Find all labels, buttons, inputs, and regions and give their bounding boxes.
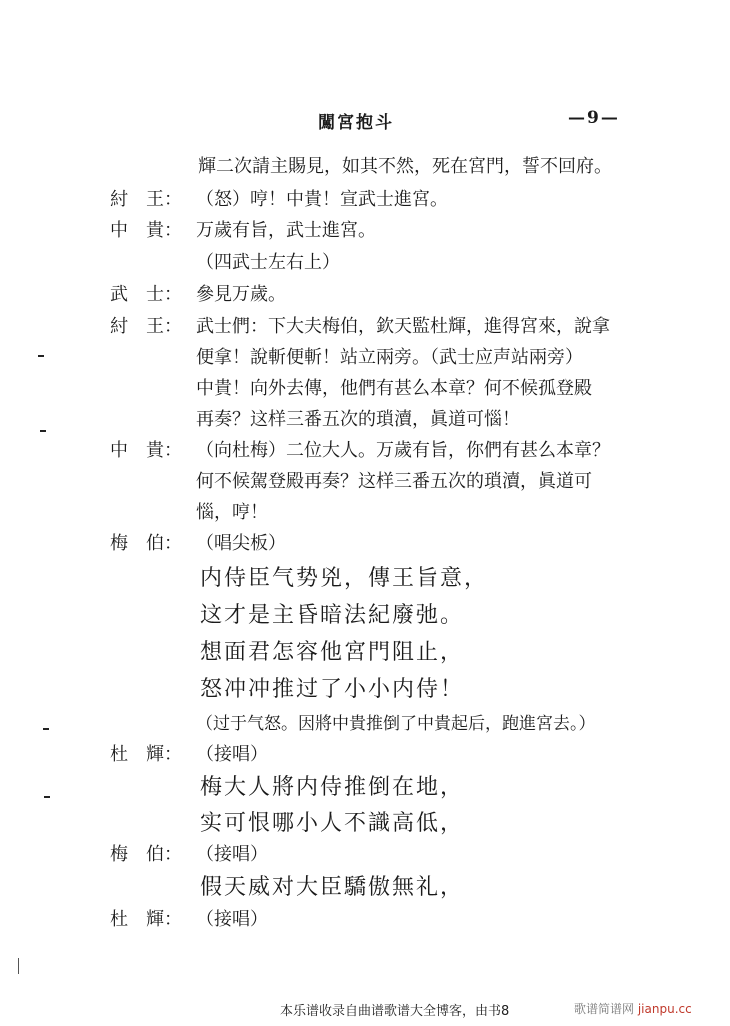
sung-verse: 想面君怎容他宮門阻止，: [200, 640, 465, 665]
text-line: 輝二次請主賜見，如其不然，死在宮門，誓不回府。: [198, 156, 612, 177]
text-line: 武士們：下大夫梅伯，欽天監杜輝，進得宮來，說拿: [196, 316, 610, 337]
text-line: （接唱）: [196, 844, 268, 865]
footer-site-url[interactable]: jianpu.cc: [637, 1002, 692, 1016]
scan-mark: [18, 958, 19, 974]
speaker-label: 梅 伯：: [110, 844, 182, 865]
speaker-label: 中 貴：: [110, 440, 182, 461]
footer-source-note: 本乐谱收录自曲谱歌谱大全博客，由书8: [280, 1004, 510, 1019]
stage-direction: （过于气怒。因將中貴推倒了中貴起后，跑進宮去。）: [196, 714, 596, 734]
speaker-label: 紂 王：: [110, 189, 182, 210]
sung-verse: 实可恨哪小人不識高低，: [200, 811, 465, 836]
text-line: 參見万歲。: [196, 284, 286, 305]
page-number: —9—: [568, 108, 620, 128]
speaker-label: 梅 伯：: [110, 533, 182, 554]
text-line: （接唱）: [196, 909, 268, 930]
sung-verse: 假天威对大臣驕傲無礼，: [200, 875, 465, 900]
sung-verse: 这才是主昏暗法紀廢弛。: [200, 603, 465, 628]
text-line: 何不候駕登殿再奏？这样三番五次的瑣瀆，眞道可: [196, 471, 592, 492]
text-line: 再奏？这样三番五次的瑣瀆，眞道可惱！: [196, 409, 520, 430]
text-line: （向杜梅）二位大人。万歲有旨，你們有甚么本章？: [196, 440, 610, 461]
scan-mark: [40, 430, 46, 432]
scan-mark: [43, 728, 49, 730]
text-line: 便拿！說斬便斬！站立兩旁。（武士应声站兩旁）: [196, 347, 583, 368]
text-line: 中貴！向外去傳，他們有甚么本章？何不候孤登殿: [196, 378, 592, 399]
sung-verse: 怒冲冲推过了小小内侍！: [200, 677, 465, 702]
sung-verse: 内侍臣气势兇，傳王旨意，: [200, 566, 489, 591]
text-line: 惱，哼！: [196, 502, 268, 523]
scan-mark: [38, 355, 44, 357]
footer-watermark: [574, 1000, 692, 1017]
speaker-label: 中 貴：: [110, 220, 182, 241]
text-line: （怒）哼！中貴！宣武士進宮。: [196, 189, 448, 210]
sung-verse: 梅大人將内侍推倒在地，: [200, 775, 465, 800]
page-header-title: 闖宮抱斗: [318, 113, 394, 133]
text-line: 万歲有旨，武士進宮。: [196, 220, 376, 241]
text-line: （唱尖板）: [196, 533, 286, 554]
stage-direction: （四武士左右上）: [196, 252, 340, 273]
text-line: （接唱）: [196, 744, 268, 765]
speaker-label: 紂 王：: [110, 316, 182, 337]
speaker-label: 杜 輝：: [110, 909, 182, 930]
speaker-label: 武 士：: [110, 284, 182, 305]
scan-mark: [44, 796, 50, 798]
footer-site-name: 歌谱简谱网: [574, 1002, 635, 1016]
speaker-label: 杜 輝：: [110, 744, 182, 765]
